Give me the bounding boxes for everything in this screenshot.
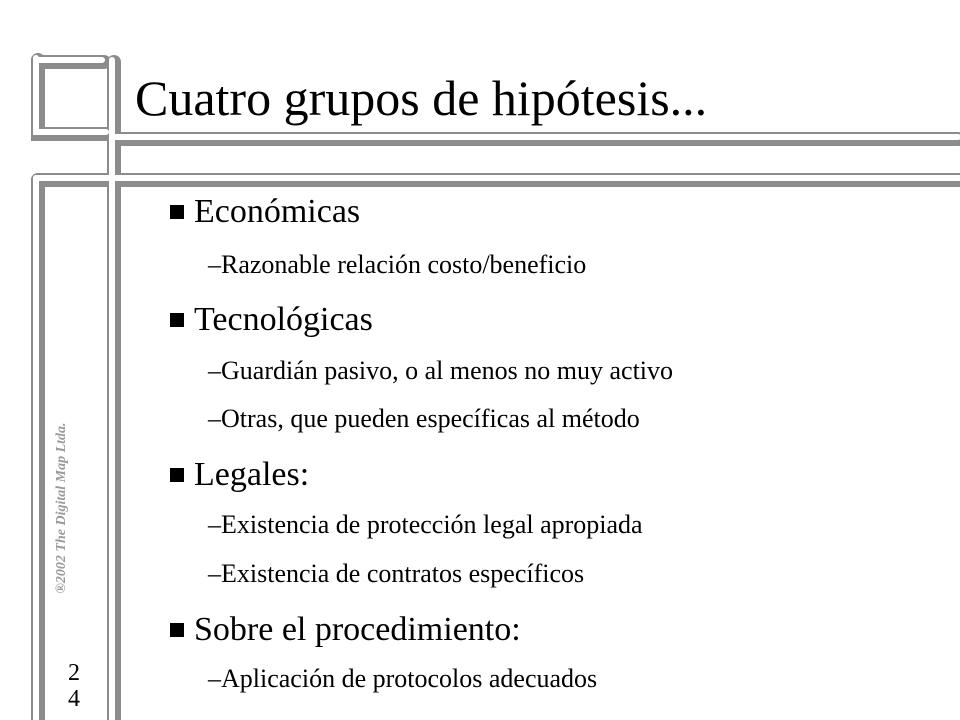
bullet-text: Sobre el procedimiento: [194, 611, 521, 648]
page-number-digit: 2 [68, 660, 80, 686]
sub-item-text: –Guardián pasivo, o al menos no muy activo [208, 356, 674, 385]
sub-item [208, 558, 584, 590]
copyright-notice: ®2002 The Digital Map Ltda. [54, 422, 69, 594]
bullet-item [170, 455, 309, 495]
slide-title: Cuatro grupos de hipótesis... [135, 70, 708, 126]
sub-item-text: –Existencia de protección legal apropiada [208, 510, 643, 539]
sub-item [208, 355, 673, 387]
bullet-item [170, 610, 521, 650]
sub-item [208, 663, 597, 695]
sub-item [208, 403, 640, 435]
bullet-square-icon [170, 205, 184, 219]
bullet-square-icon [170, 313, 184, 327]
bullet-item [170, 300, 373, 340]
sub-item-text: –Aplicación de protocolos adecuados [208, 664, 598, 693]
sub-item [208, 509, 643, 541]
sub-item-text: –Otras, que pueden específicas al método [208, 404, 640, 433]
page-number-digit: 4 [68, 686, 80, 712]
bullet-square-icon [170, 623, 184, 637]
bullet-text: Legales: [194, 456, 310, 493]
bullet-item [170, 192, 360, 232]
bullet-square-icon [170, 468, 184, 482]
sub-item-text: –Existencia de contratos específicos [208, 559, 585, 588]
sub-item [208, 249, 586, 281]
page-number [64, 660, 84, 712]
bullet-text: Tecnológicas [194, 301, 373, 338]
sub-item-text: –Razonable relación costo/beneficio [208, 250, 587, 279]
bullet-text: Económicas [194, 193, 361, 230]
